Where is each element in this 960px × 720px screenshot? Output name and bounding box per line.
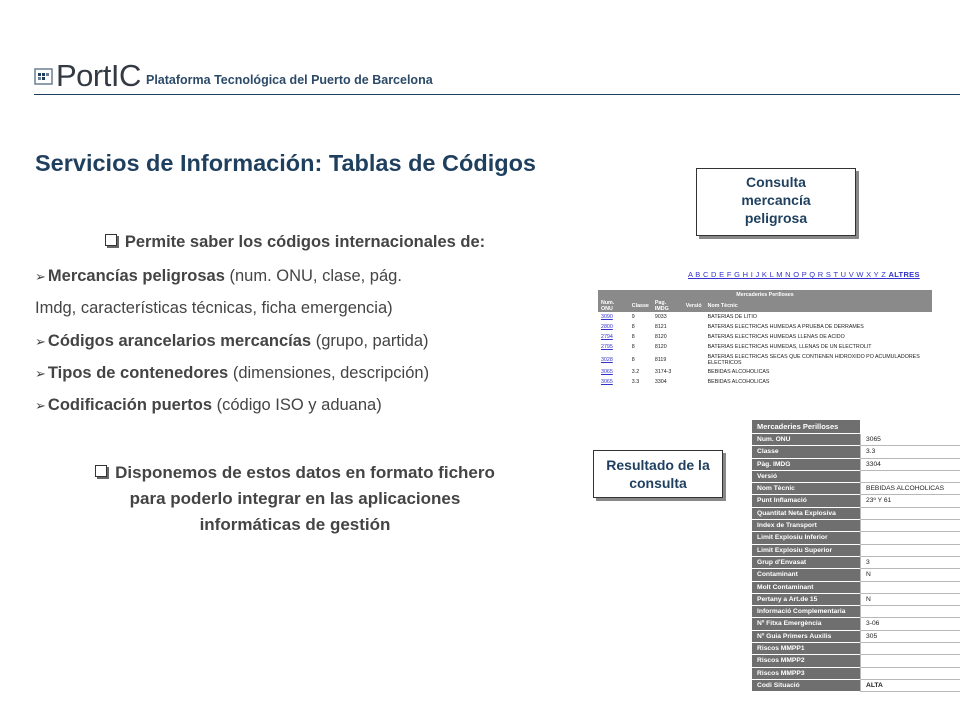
arrow-bullet-icon: ➢ [35, 398, 46, 413]
dangerous-goods-detail [752, 420, 960, 692]
column-header: Versió [683, 300, 705, 312]
onu-link[interactable]: 3065 [601, 369, 613, 375]
altres-link[interactable]: ALTRES [888, 270, 920, 279]
detail-row: Versió [752, 471, 960, 483]
detail-row: Riscos MMPP2 [752, 655, 960, 667]
onu-link[interactable]: 3065 [601, 379, 613, 385]
file-format-note: Disponemos de estos datos en formato fichero para poderlo integrar en las aplicaciones informáticas de gestión [35, 460, 555, 538]
checkbox-bullet-icon [95, 465, 107, 477]
table-row: 3065 3.3 3304 BEBIDAS ALCOHOLICAS [598, 377, 932, 387]
alphabet-links[interactable]: A B C D E F G H I J K L M N O P Q R S T U V W X Y Z [688, 270, 887, 279]
list-item: ➢ Codificación puertos (código ISO y aduana) [35, 396, 382, 414]
detail-title: Mercaderies Perilloses [752, 420, 860, 434]
column-header: Nom Tècnic [705, 300, 932, 312]
column-header: Num. ONU [598, 300, 629, 312]
table-row: 3028 8 8119 BATERIAS ELECTRICAS SECAS QUE CONTIENEN HIDROXIDO PO ACUMULADORES ELECTRICOS [598, 352, 932, 367]
detail-row: Punt Inflamació 23º Y 61 [752, 495, 960, 507]
onu-link[interactable]: 3028 [601, 356, 613, 363]
onu-link[interactable]: 2795 [601, 344, 613, 350]
detail-row: Codi Situació ALTA [752, 680, 960, 692]
table-row: 3090 9 9033 BATERIAS DE LITIO [598, 312, 932, 322]
onu-link[interactable]: 2800 [601, 324, 613, 330]
detail-row: Num. ONU 3065 [752, 434, 960, 446]
detail-row: Classe 3.3 [752, 446, 960, 458]
list-item: ➢ Mercancías peligrosas (num. ONU, clase, pág. [35, 267, 402, 285]
list-title: Mercaderies Perilloses [598, 290, 932, 300]
checkbox-bullet-icon [105, 234, 117, 246]
detail-row: Riscos MMPP3 [752, 668, 960, 680]
arrow-bullet-icon: ➢ [35, 334, 46, 349]
detail-row: Informació Complementaria [752, 606, 960, 618]
arrow-bullet-icon: ➢ [35, 366, 46, 381]
result-callout: Resultado de la consulta [593, 450, 723, 498]
logo-subtitle: Plataforma Tecnológica del Puerto de Barcelona [146, 73, 433, 87]
table-row: 2794 8 8120 BATERIAS ELECTRICAS HUMEDAS LLENAS DE ACIDO [598, 332, 932, 342]
intro-bullet: Permite saber los códigos internacionales de: [35, 233, 555, 252]
list-item: ➢ Tipos de contenedores (dimensiones, descripción) [35, 364, 430, 382]
page-title: Servicios de Información: Tablas de Códigos [35, 150, 537, 176]
detail-row: Index de Transport [752, 520, 960, 532]
detail-row: Nº Fitxa Emergència 3-06 [752, 618, 960, 630]
detail-row: Nº Guia Primers Auxilis 305 [752, 631, 960, 643]
dangerous-goods-list [598, 290, 932, 387]
detail-row: Contaminant N [752, 569, 960, 581]
list-item: ➢ Códigos arancelarios mercancías (grupo, partida) [35, 332, 429, 350]
table-row: 3065 3.2 3174-3 BEBIDAS ALCOHOLICAS [598, 367, 932, 377]
onu-link[interactable]: 2794 [601, 334, 613, 340]
detail-row: Nom Tècnic BEBIDAS ALCOHOLICAS [752, 483, 960, 495]
detail-row: Quantitat Neta Explosiva [752, 508, 960, 520]
table-row: 2795 8 8120 BATERIAS ELECTRICAS HUMEDAS, LLENAS DE UN ELECTROLIT [598, 342, 932, 352]
arrow-bullet-icon: ➢ [35, 269, 46, 284]
list-item: Imdg, características técnicas, ficha emergencia) [35, 299, 393, 317]
query-callout: Consulta mercancía peligrosa [696, 168, 856, 236]
alphabet-index [688, 270, 920, 279]
column-header: Classe [629, 300, 652, 312]
detail-row: Molt Contaminant [752, 582, 960, 594]
detail-row: Riscos MMPP1 [752, 643, 960, 655]
detail-row: Grup d'Envasat 3 [752, 557, 960, 569]
detail-row: Pàg. IMDG 3304 [752, 459, 960, 471]
column-header: Pag. IMDG [652, 300, 683, 312]
onu-link[interactable]: 3090 [601, 314, 613, 320]
detail-row: Limit Explosiu Superior [752, 545, 960, 557]
portic-logo-icon [34, 66, 54, 86]
table-row: 2800 8 8121 BATERIAS ELECTRICAS HUMEDAS A PRUEBA DE DERRAMES [598, 322, 932, 332]
logo-text: PortIC [56, 58, 141, 93]
header-divider [34, 94, 960, 95]
detail-row: Pertany a Art.de 15 N [752, 594, 960, 606]
detail-row: Limit Explosiu Inferior [752, 532, 960, 544]
